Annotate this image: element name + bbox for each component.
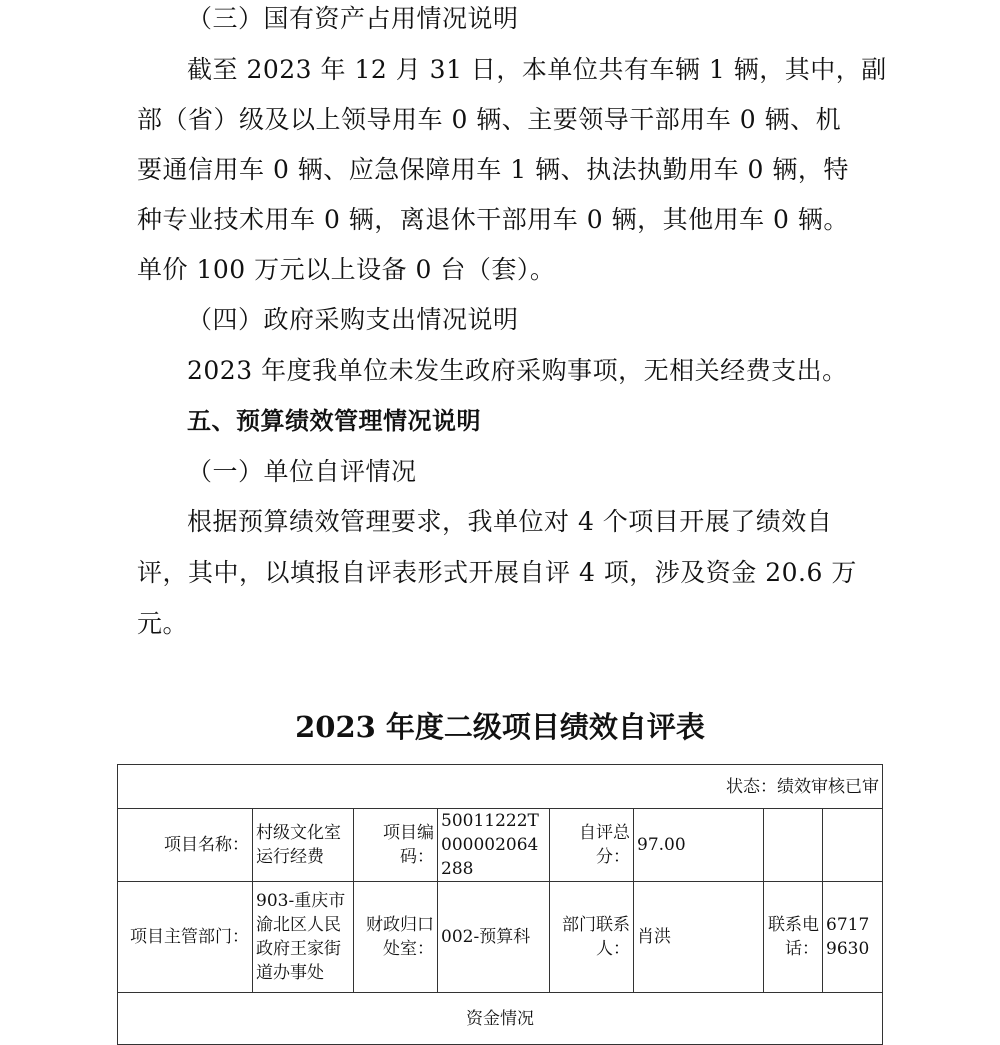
paragraph-line: 根据预算绩效管理要求，我单位对 4 个项目开展了绩效自: [187, 507, 833, 536]
paragraph-line: 要通信用车 0 辆、应急保障用车 1 辆、执法执勤用车 0 辆，特: [137, 155, 849, 184]
dept-label: 项目主管部门：: [118, 882, 253, 993]
project-name-label: 项目名称：: [118, 809, 253, 882]
paragraph-line: 单价 100 万元以上设备 0 台（套）。: [137, 255, 556, 284]
section-5-heading: 五、预算绩效管理情况说明: [187, 407, 481, 435]
contact-label: 部门联系人：: [550, 882, 634, 993]
contact-value: 肖洪: [634, 882, 764, 993]
paragraph-line: 部（省）级及以上领导用车 0 辆、主要领导干部用车 0 辆、机: [137, 105, 842, 134]
empty-cell: [823, 809, 883, 882]
finance-office-value: 002-预算科: [438, 882, 550, 993]
paragraph-line: 2023 年度我单位未发生政府采购事项，无相关经费支出。: [187, 356, 848, 385]
paragraph-line: 截至 2023 年 12 月 31 日，本单位共有车辆 1 辆，其中，副: [187, 55, 887, 84]
project-code-value: 50011222T000002064288: [438, 809, 550, 882]
status-badge: 状态：绩效审核已审: [118, 765, 883, 809]
phone-value: 67179630: [823, 882, 883, 993]
section-4-heading: （四）政府采购支出情况说明: [187, 305, 519, 334]
finance-office-label: 财政归口处室：: [354, 882, 438, 993]
funds-section-heading: 资金情况: [118, 993, 883, 1045]
project-name-value: 村级文化室运行经费: [253, 809, 354, 882]
paragraph-line: 种专业技术用车 0 辆，离退休干部用车 0 辆，其他用车 0 辆。: [137, 205, 849, 234]
dept-value: 903-重庆市渝北区人民政府王家街道办事处: [253, 882, 354, 993]
table-title: 2023 年度二级项目绩效自评表: [295, 710, 705, 744]
score-value: 97.00: [634, 809, 764, 882]
performance-self-evaluation-form: [117, 764, 883, 1045]
empty-cell: [764, 809, 823, 882]
section-5-1-heading: （一）单位自评情况: [187, 457, 417, 486]
paragraph-line: 评，其中，以填报自评表形式开展自评 4 项，涉及资金 20.6 万: [137, 558, 857, 587]
section-3-heading: （三）国有资产占用情况说明: [187, 4, 519, 33]
paragraph-line: 元。: [137, 609, 189, 638]
project-code-label: 项目编码：: [354, 809, 438, 882]
phone-label: 联系电话：: [764, 882, 823, 993]
score-label: 自评总分：: [550, 809, 634, 882]
